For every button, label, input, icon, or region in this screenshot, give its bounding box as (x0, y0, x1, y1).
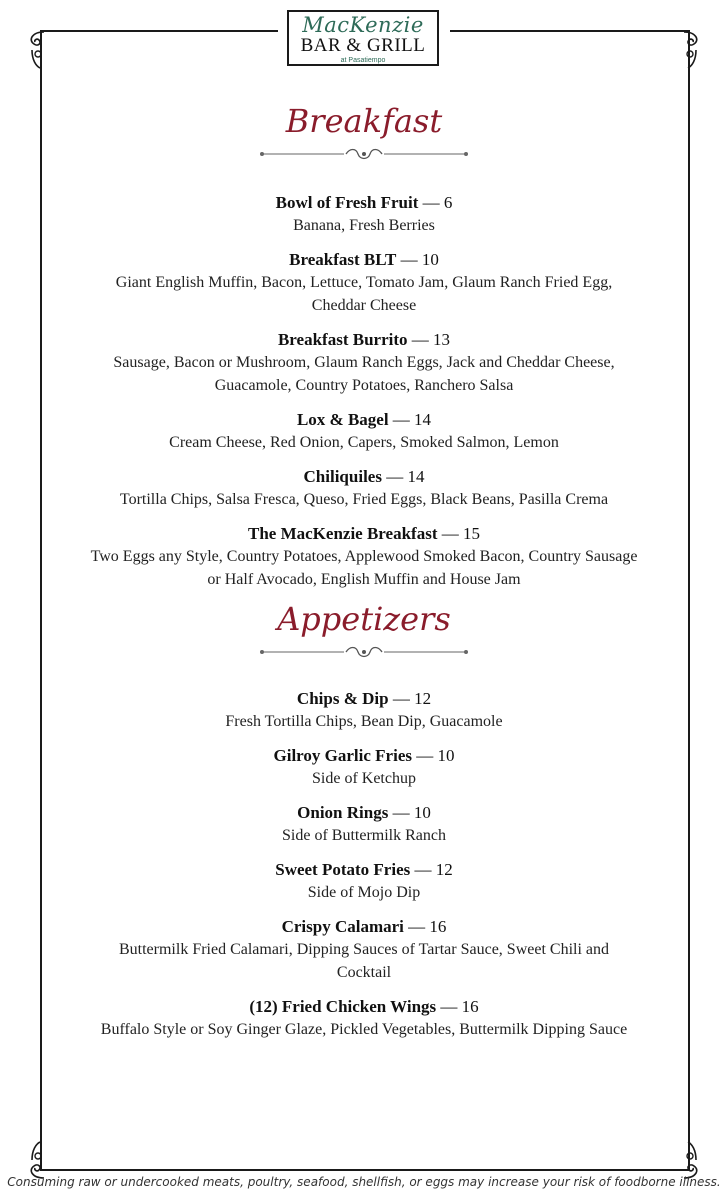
item-price: — 16 (408, 917, 447, 936)
menu-item (90, 915, 638, 984)
scroll-divider-icon (260, 644, 468, 658)
item-price: — 16 (440, 997, 479, 1016)
item-price: — 13 (411, 330, 451, 349)
menu-item (90, 248, 638, 317)
item-price: — 12 (392, 689, 432, 708)
item-name: Onion Rings (297, 803, 389, 822)
scroll-corner-icon (24, 30, 64, 70)
item-name: (12) Fried Chicken Wings (249, 997, 437, 1016)
menu-item (90, 522, 638, 591)
menu-item (90, 858, 638, 904)
item-name: Chips & Dip (296, 689, 389, 708)
item-description: Buffalo Style or Soy Ginger Glaze, Pickled Vegetables, Buttermilk Dipping Sauce (100, 1021, 628, 1038)
item-price: — 14 (386, 467, 425, 486)
item-price: — 10 (392, 803, 431, 822)
menu-item (90, 744, 638, 790)
scroll-corner-icon (664, 30, 704, 70)
item-description: Banana, Fresh Berries (293, 217, 435, 234)
item-name: Breakfast BLT (289, 250, 397, 269)
item-name: Breakfast Burrito (277, 330, 408, 349)
restaurant-logo (287, 10, 439, 66)
menu-item (90, 328, 638, 397)
breakfast-items (90, 191, 638, 602)
item-name: Chiliquiles (303, 467, 382, 486)
item-description: Side of Mojo Dip (307, 884, 421, 901)
item-description: Side of Buttermilk Ranch (282, 827, 446, 844)
item-description: Tortilla Chips, Salsa Fresca, Queso, Fried Eggs, Black Beans, Pasilla Crema (119, 491, 609, 508)
health-disclaimer: Consuming raw or undercooked meats, poultry, seafood, shellfish, or eggs may increase your risk of foodborne illness. (7, 1175, 721, 1189)
menu-item (90, 408, 638, 454)
logo-script-text: MacKenzie (302, 13, 424, 37)
menu-item (90, 687, 638, 733)
item-name: Lox & Bagel (296, 410, 389, 429)
item-name: Bowl of Fresh Fruit (275, 193, 419, 212)
logo-sub-text: at Pasatiempo (340, 57, 386, 64)
item-description: Sausage, Bacon or Mushroom, Glaum Ranch Eggs, Jack and Cheddar Cheese, Guacamole, Country Potatoes, Ranchero Salsa (113, 354, 615, 394)
appetizer-items (90, 687, 638, 1052)
item-name: Gilroy Garlic Fries (273, 746, 412, 765)
item-name: Sweet Potato Fries (275, 860, 411, 879)
logo-main-text: BAR & GRILL (300, 35, 426, 56)
item-price: — 12 (414, 860, 453, 879)
item-price: — 14 (392, 410, 432, 429)
item-price: — 10 (400, 250, 439, 269)
scroll-divider-icon (260, 146, 468, 160)
item-price: — 10 (416, 746, 455, 765)
item-description: Cream Cheese, Red Onion, Capers, Smoked Salmon, Lemon (169, 434, 559, 451)
item-description: Buttermilk Fried Calamari, Dipping Sauces of Tartar Sauce, Sweet Chili and Cocktail (118, 941, 610, 981)
appetizers-title: Appetizers (277, 600, 451, 638)
menu-item (90, 801, 638, 847)
breakfast-title: Breakfast (285, 102, 443, 140)
menu-item (90, 465, 638, 511)
menu-item (90, 995, 638, 1041)
item-name: Crispy Calamari (281, 917, 404, 936)
item-price: — 15 (441, 524, 480, 543)
item-name: The MacKenzie Breakfast (248, 524, 438, 543)
item-description: Fresh Tortilla Chips, Bean Dip, Guacamole (225, 713, 503, 730)
item-price: — 6 (422, 193, 453, 212)
item-description: Giant English Muffin, Bacon, Lettuce, Tomato Jam, Glaum Ranch Fried Egg, Cheddar Cheese (115, 274, 613, 314)
item-description: Side of Ketchup (312, 770, 416, 787)
item-description: Two Eggs any Style, Country Potatoes, Applewood Smoked Bacon, Country Sausage or Half Avocado, English Muffin and House Jam (90, 548, 638, 588)
menu-item (90, 191, 638, 237)
